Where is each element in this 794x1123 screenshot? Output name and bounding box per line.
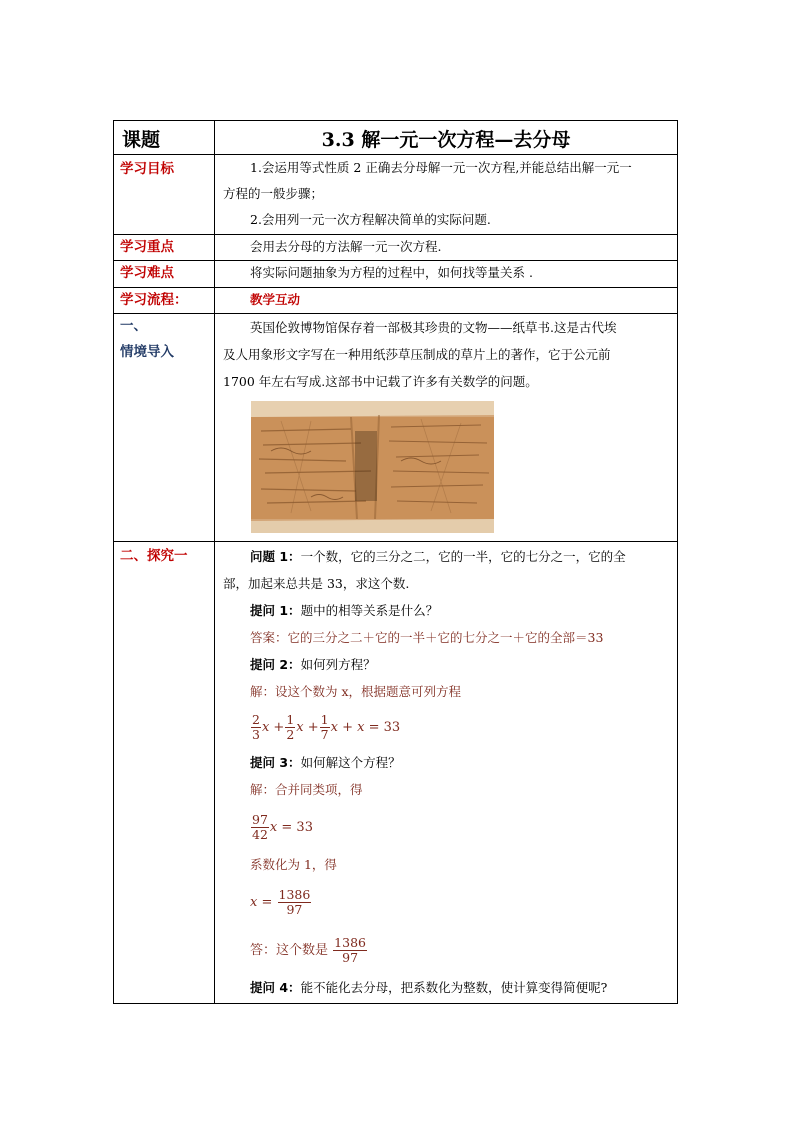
q2-label: 提问 2： xyxy=(250,657,301,672)
eq1-frac3-num: 1 xyxy=(320,711,329,727)
a2-prefix: 解： xyxy=(250,684,276,699)
answer-prefix: 答： xyxy=(250,942,277,958)
lesson-title: 3.3 解一元一次方程—去分母 xyxy=(321,129,571,151)
intro-number: 一、 xyxy=(120,318,147,334)
explore-label: 二、探究一 xyxy=(120,548,188,564)
eq1-var-2: x xyxy=(296,719,304,735)
papyrus-texture-image xyxy=(251,401,494,533)
answer-line xyxy=(223,926,673,974)
answer-num: 1386 xyxy=(334,934,366,950)
q3-label: 提问 3： xyxy=(250,755,301,770)
objectives-row xyxy=(114,155,678,235)
problem-text-b: 部，加起来总共是 33，求这个数. xyxy=(223,576,410,591)
subject-label: 课题 xyxy=(122,129,161,151)
objectives-label: 学习目标 xyxy=(120,161,174,177)
q4-label: 提问 4： xyxy=(250,980,301,995)
q4-text: 能不能化去分母，把系数化为整数，使计算变得简便呢? xyxy=(300,980,608,995)
process-row xyxy=(114,288,678,314)
problem-label: 问题 1： xyxy=(250,549,301,564)
intro-row xyxy=(114,314,678,542)
intro-line-1: 英国伦敦博物馆保存着一部极其珍贵的文物——纸草书.这是古代埃 xyxy=(250,320,617,335)
q2-text: 如何列方程？ xyxy=(300,657,376,672)
objective-1b: 方程的一般步骤； xyxy=(223,186,324,201)
a1-text: 答案：它的三分之二＋它的一半＋它的七分之一＋它的全部＝33 xyxy=(250,630,604,645)
answer-den: 97 xyxy=(342,949,359,965)
papyrus-photo xyxy=(251,401,494,533)
objective-1a: 1.会运用等式性质 2 正确去分母解一元一次方程,并能总结出解一元一 xyxy=(250,160,632,175)
q3-text: 如何解这个方程？ xyxy=(300,755,401,770)
process-label: 学习流程： xyxy=(120,292,188,308)
intro-line-3: 1700 年左右写成.这部书中记载了许多有关数学的问题。 xyxy=(223,374,538,389)
eq2-num: 97 xyxy=(252,811,268,827)
eq1-frac1-num: 2 xyxy=(252,711,260,727)
eq2-rhs: 33 xyxy=(296,819,313,835)
eq1-frac2-num: 1 xyxy=(286,711,295,727)
a3-text: 合并同类项，得 xyxy=(275,782,363,797)
q1-label: 提问 1： xyxy=(250,603,301,618)
process-text: 教学互动 xyxy=(250,292,301,307)
eq1-rhs: 33 xyxy=(383,719,401,735)
intro-label: 情境导入 xyxy=(120,344,174,360)
eq1-frac1-den: 3 xyxy=(252,726,260,742)
lesson-plan-table xyxy=(113,120,678,1004)
equation-2: $\frac{97}{42}$ x = 33 xyxy=(252,811,313,842)
intro-line-2: 及人用象形文字写在一种用纸莎草压制成的草片上的著作，它于公元前 xyxy=(223,347,611,362)
key-point-row xyxy=(114,235,678,261)
difficulty-row xyxy=(114,261,678,288)
eq1-frac2-den: 2 xyxy=(286,726,295,742)
answer-text: 这个数是 xyxy=(276,942,329,958)
difficulty-label: 学习难点 xyxy=(120,265,174,281)
q1-text: 题中的相等关系是什么？ xyxy=(300,603,439,618)
difficulty-text: 将实际问题抽象为方程的过程中，如何找等量关系 . xyxy=(250,265,533,280)
problem-text-a: 一个数，它的三分之二，它的一半，它的七分之一，它的全 xyxy=(300,549,626,564)
eq2-den: 42 xyxy=(252,826,268,842)
title-row xyxy=(114,121,678,155)
eq3-var: x xyxy=(250,894,258,910)
key-point-label: 学习重点 xyxy=(120,239,174,255)
eq1-var-4: x xyxy=(357,719,365,735)
eq3-num: 1386 xyxy=(278,886,311,902)
key-point-text: 会用去分母的方法解一元一次方程. xyxy=(250,239,442,254)
eq1-frac3-den: 7 xyxy=(320,726,329,742)
a2-text: 设这个数为 x，根据题意可列方程 xyxy=(275,684,462,699)
eq2-var: x xyxy=(269,819,278,835)
a3-prefix: 解： xyxy=(250,782,276,797)
eq3-den: 97 xyxy=(286,901,303,917)
equation-3: x = $\frac{1386}{97}$ xyxy=(250,886,311,917)
eq1-var-1: x xyxy=(261,719,270,735)
explore-row xyxy=(114,542,678,1004)
objective-2: 2.会用列一元一次方程解决简单的实际问题. xyxy=(250,212,491,227)
step-text: 系数化为 1，得 xyxy=(250,857,337,872)
equation-1: $\frac{2}{3}$ x + $\frac{1}{2}$ x + $\frac{1}{7}$ x + x = 33 xyxy=(252,711,401,742)
eq1-var-3: x xyxy=(330,719,338,735)
